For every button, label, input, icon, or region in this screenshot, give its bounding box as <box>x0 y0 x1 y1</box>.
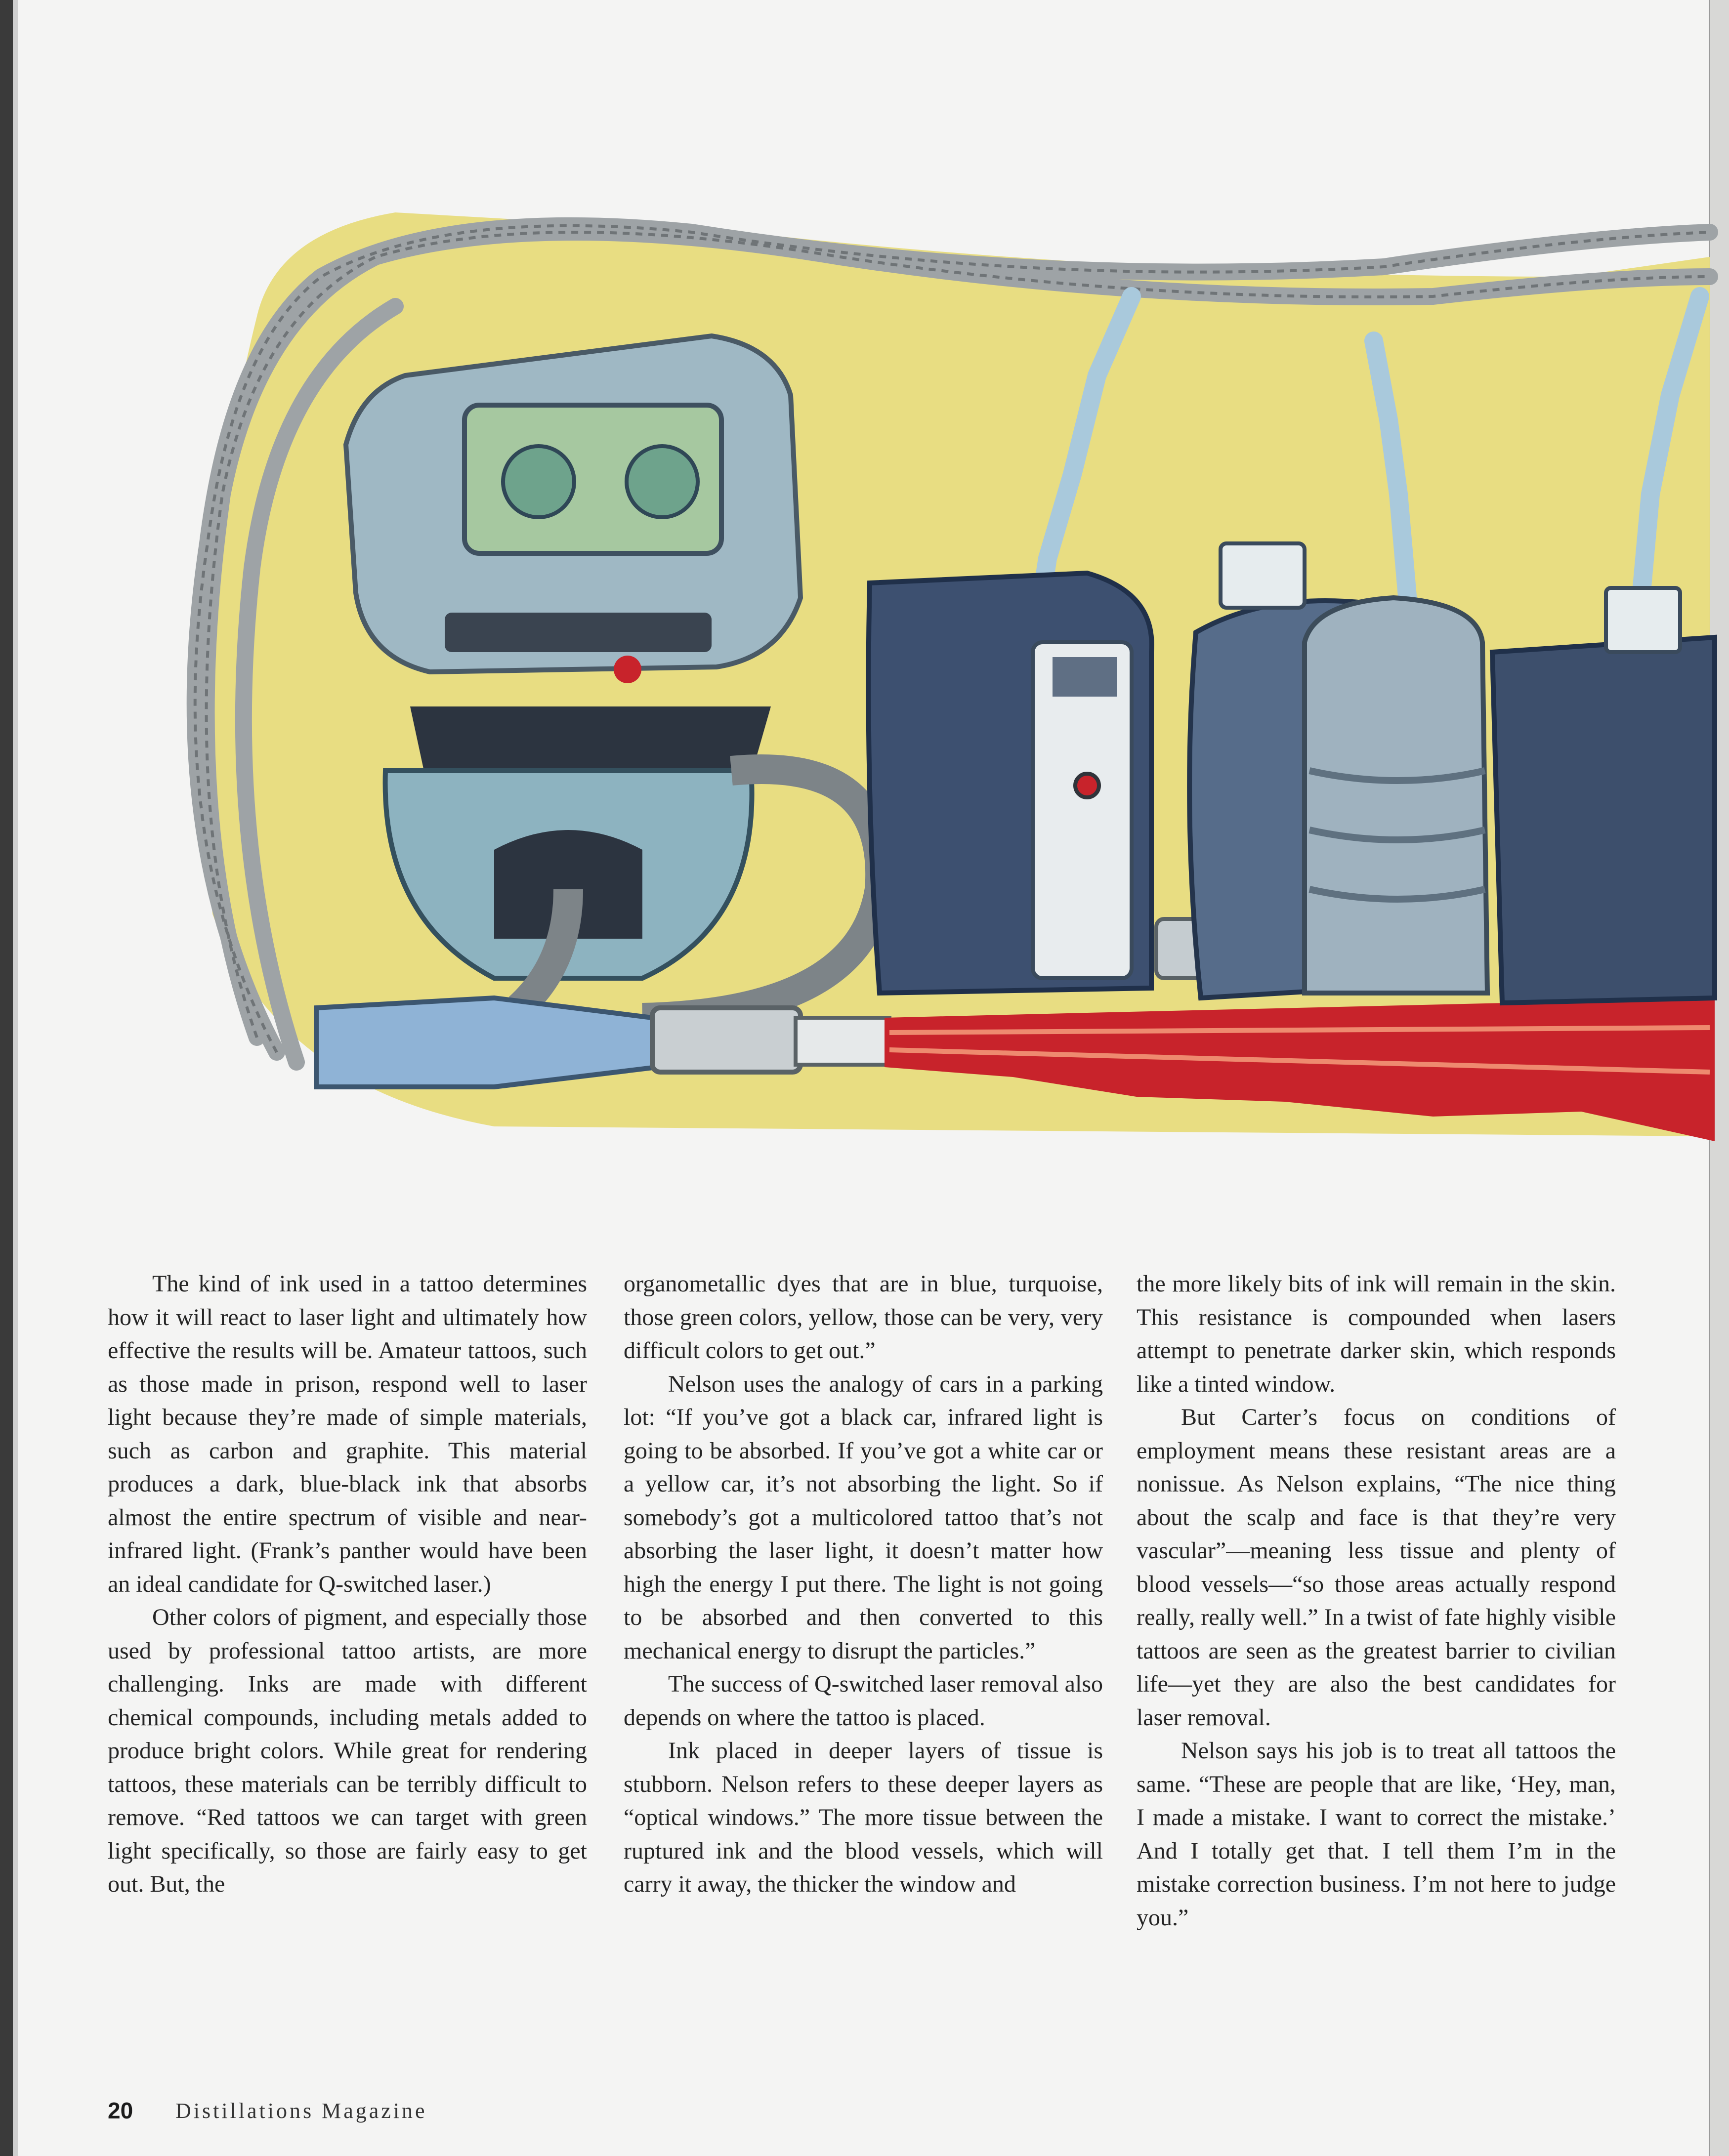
article-column-3 <box>1137 1267 1616 1934</box>
paragraph: The kind of ink used in a tattoo determines how it will react to laser light and ultimately how effective the results will be. Amateur tattoos, such as those made in prison, respond well to laser light because they’re made of simple materials, such as carbon and graphite. This material produces a dark, blue-black ink that absorbs almost the entire spectrum of visible and near-infrared light. (Frank’s panther would have been an ideal candidate for Q-switched laser.) <box>108 1271 587 1597</box>
cabinet-1-red-light <box>1075 774 1099 797</box>
paragraph: the more likely bits of ink will remain in the skin. This resistance is compounded when lasers attempt to penetrate darker skin, which responds like a tinted window. <box>1137 1271 1616 1397</box>
cabinet-1-screen <box>1053 657 1117 697</box>
article-column-1 <box>108 1267 587 1901</box>
paragraph: Other colors of pigment, and especially those used by professional tattoo artists, are more challenging. Inks are made with different chemical compounds, including metals added to produce bright colors. While great for rendering tattoos, these materials can be terribly difficult to remove. “Red tattoos we can target with green light specifically, so those are fairly easy to get out. But, the <box>108 1604 587 1897</box>
paragraph: Nelson says his job is to treat all tattoos the same. “These are people that are like, ‘Hey, man, I made a mistake. I want to correct the mistake.’ And I totally get that. I tell them I’m in the mistake correction business. I’m not here to judge you.” <box>1137 1738 1616 1931</box>
paragraph: Ink placed in deeper layers of tissue is stubborn. Nelson refers to these deeper layers as “optical windows.” The more tissue between the ruptured ink and the blood vessels, which will carry it away, the thicker the window and <box>624 1738 1103 1897</box>
laser-cabinet-3 <box>1492 588 1715 1003</box>
page-number: 20 <box>108 2098 133 2123</box>
robot-vent <box>445 613 712 652</box>
robot-dial-right <box>627 446 698 517</box>
cabinet-2-display <box>1221 543 1305 608</box>
robot-dial-left <box>503 446 574 517</box>
laser-cabinet-1 <box>869 573 1152 993</box>
paragraph: The success of Q-switched laser removal also depends on where the tattoo is placed. <box>624 1671 1103 1731</box>
article-column-2 <box>624 1267 1103 1901</box>
robot-red-button <box>614 656 641 683</box>
paragraph: But Carter’s focus on conditions of employment means these resistant areas are a nonissue. As Nelson explains, “The nice thing about the scalp and face is that they’re very vascular”—meaning less tissue and plenty of blood vessels—“so those areas actually respond really, really well.” In a twist of fate highly visible tattoos are seen as the greatest barrier to civilian life—yet they are also the best candidates for laser removal. <box>1137 1404 1616 1731</box>
paragraph: Nelson uses the analogy of cars in a parking lot: “If you’ve got a black car, infrared light is going to be absorbed. If you’ve got a white car or a yellow car, it’s not absorbing the light. So if somebody’s got a multicolored tattoo that’s not absorbing the laser light, it doesn’t matter how high the energy I put there. The light is not going to be absorbed and then converted to this mechanical energy to disrupt the particles.” <box>624 1370 1103 1664</box>
paragraph: organometallic dyes that are in blue, turquoise, those green colors, yellow, those can be very, very difficult colors to get out.” <box>624 1271 1103 1364</box>
magazine-name: Distillations Magazine <box>175 2099 427 2123</box>
laser-canister <box>1305 598 1487 993</box>
